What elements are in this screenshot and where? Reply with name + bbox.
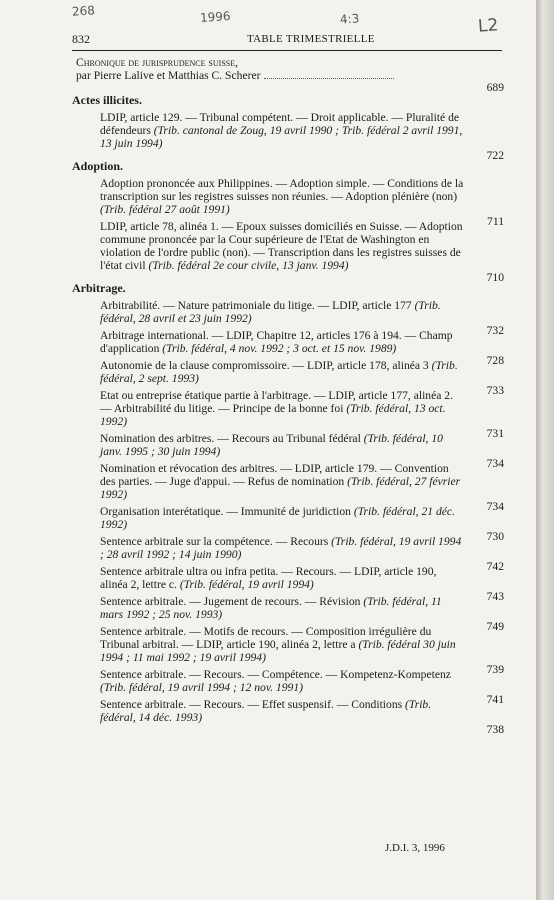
index-entry (100, 535, 504, 573)
entry-text: Adoption prononcée aux Philippines. — Adoption simple. — Conditions de la transcription sur les registres suisses non réunies. — Adoption plénière (non) (100, 177, 464, 203)
page-reference: 743 (486, 590, 504, 603)
entry-text: Nomination des arbitres. — Recours au Tribunal fédéral (100, 432, 364, 445)
page-reference: 741 (486, 693, 504, 706)
entry-text: Sentence arbitrale. — Recours. — Compétence. — Kompetenz-Kompetenz (100, 668, 451, 681)
index-entry (100, 220, 504, 284)
index-entry (100, 698, 504, 736)
entry-citation: (Trib. fédéral, 14 déc. 1993) (100, 698, 432, 724)
handwritten-note: L2 (477, 15, 499, 37)
page-reference: 711 (487, 215, 504, 228)
entry-text: Arbitrabilité. — Nature patrimoniale du litige. — LDIP, article 177 (100, 299, 415, 312)
page-number: 832 (72, 32, 90, 46)
entry-citation: (Trib. fédéral, 19 avril 1994) (179, 578, 314, 591)
index-entry (100, 359, 504, 397)
index-entry (100, 595, 504, 633)
index-entry (100, 111, 504, 162)
entry-text: Sentence arbitrale. — Jugement de recours. — Révision (100, 595, 364, 608)
index-entry (100, 432, 504, 470)
entry-citation: (Trib. fédéral, 11 mars 1992 ; 25 nov. 1993) (100, 595, 442, 621)
entry-citation: (Trib. cantonal de Zoug, 19 avril 1990 ; Trib. fédéral 2 avril 1991, 13 juin 1994) (100, 124, 463, 150)
handwritten-note: 4:3 (339, 11, 360, 27)
page-header (72, 32, 502, 51)
entry-text: Organisation interétatique. — Immunité de juridiction (100, 505, 354, 518)
entry-citation: (Trib. fédéral, 19 avril 1994 ; 12 nov. 1991) (100, 681, 303, 694)
section-heading: Arbitrage. (72, 281, 126, 295)
entry-text: Sentence arbitrale sur la compétence. — Recours (100, 535, 332, 548)
page-reference: 739 (486, 663, 504, 676)
page-reference: 689 (486, 81, 504, 94)
page-reference: 734 (486, 500, 504, 513)
entry-citation: (Trib. fédéral 30 juin 1994 ; 11 mai 1992 ; 19 avril 1994) (100, 638, 456, 664)
running-title: TABLE TRIMESTRIELLE (247, 33, 375, 45)
handwritten-note: 1996 (199, 8, 231, 26)
entry-citation: (Trib. fédéral, 4 nov. 1992 ; 3 oct. et 15 nov. 1989) (162, 342, 397, 355)
page-reference: 733 (486, 384, 504, 397)
entry-text: Arbitrage international. — LDIP, Chapitre 12, articles 176 à 194. — Champ d'application (100, 329, 453, 355)
chronique-line: par Pierre Lalive et Matthias C. Scherer (76, 69, 466, 82)
entry-text: Sentence arbitrale. — Recours. — Effet suspensif. — Conditions (100, 698, 406, 711)
page-reference: 749 (486, 620, 504, 633)
index-entry (100, 299, 504, 337)
entry-citation: (Trib. fédéral, 19 avril 1994 ; 28 avril 1992 ; 14 juin 1990) (100, 535, 462, 561)
index-content (72, 56, 504, 736)
chronique-line: Chronique de jurisprudence suisse, (76, 56, 239, 69)
page-edge (536, 0, 554, 900)
entry-citation: (Trib. fédéral, 2 sept. 1993) (100, 359, 458, 385)
page-reference: 722 (486, 149, 504, 162)
chronique-entry (76, 56, 504, 94)
entry-citation: (Trib. fédéral, 21 déc. 1992) (100, 505, 455, 531)
entry-citation: (Trib. fédéral, 28 avril et 23 juin 1992) (100, 299, 441, 325)
page-reference: 731 (486, 427, 504, 440)
sections-list (72, 93, 504, 736)
page-reference: 710 (486, 271, 504, 284)
entry-text: Sentence arbitrale ultra ou infra petita. — Recours. — LDIP, article 190, alinéa 2, lettre c. (100, 565, 437, 591)
entry-citation: (Trib. fédéral, 13 oct. 1992) (100, 402, 446, 428)
entry-text: LDIP, article 78, alinéa 1. — Epoux suisses domiciliés en Suisse. — Adoption commune prononcée par la Cour supérieure de l'Etat de Washington en violation de l'ordre public (non). — Transcription dans les registres suisses de l'état civil (100, 220, 463, 272)
entry-citation: (Trib. fédéral 2e cour civile, 13 janv. 1994) (148, 259, 349, 272)
entry-text: Sentence arbitrale. — Motifs de recours. — Composition irrégulière du Tribunal arbitral. — LDIP, article 190, alinéa 2, lettre a (100, 625, 432, 651)
index-entry (100, 177, 504, 228)
section-heading: Adoption. (72, 159, 124, 173)
entry-text: Autonomie de la clause compromissoire. — LDIP, article 178, alinéa 3 (100, 359, 432, 372)
section-heading: Actes illicites. (72, 93, 142, 107)
handwritten-note: 268 (71, 3, 96, 19)
entry-text: Nomination et révocation des arbitres. — LDIP, article 179. — Convention des parties. — Juge d'appui. — Refus de nomination (100, 462, 449, 488)
page-footer: J.D.I. 3, 1996 (385, 842, 445, 854)
entry-citation: (Trib. fédéral, 10 janv. 1995 ; 30 juin 1994) (100, 432, 443, 458)
entry-text: LDIP, article 129. — Tribunal compétent. — Droit applicable. — Pluralité de défendeurs (100, 111, 460, 137)
page-reference: 728 (486, 354, 504, 367)
page-reference: 734 (486, 457, 504, 470)
page-reference: 732 (486, 324, 504, 337)
entry-citation: (Trib. fédéral 27 août 1991) (100, 203, 230, 216)
page-reference: 742 (486, 560, 504, 573)
entry-text: Etat ou entreprise étatique partie à l'arbitrage. — LDIP, article 177, alinéa 2. — Arbitrabilité du litige. — Principe de la bonne foi (100, 389, 453, 415)
page-reference: 738 (486, 723, 504, 736)
page-reference: 730 (486, 530, 504, 543)
entry-citation: (Trib. fédéral, 27 février 1992) (100, 475, 461, 501)
